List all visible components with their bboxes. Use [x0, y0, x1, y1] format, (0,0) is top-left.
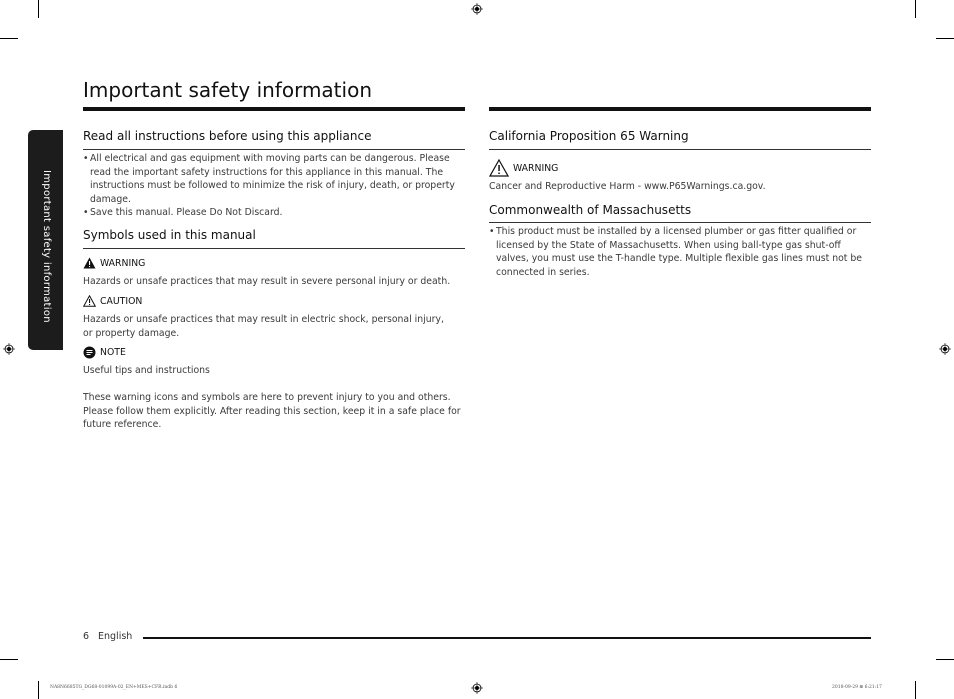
crop-mark [936, 659, 954, 660]
warning-label: WARNING [100, 257, 146, 269]
title-rule-right [489, 107, 871, 111]
side-tab [28, 130, 63, 350]
section-rule [83, 248, 465, 249]
footer-rule [143, 637, 871, 639]
massachusetts-list [489, 225, 871, 279]
section-heading-prop65: California Proposition 65 Warning [489, 129, 689, 143]
section-rule [489, 149, 871, 150]
file-info: NA8N6685TG_DG68-01099A-02_EN+MES+CFR.indb 6 [50, 685, 178, 690]
side-tab-label: Important safety information [40, 170, 52, 323]
crop-mark [915, 0, 916, 18]
warning-triangle-filled-icon [83, 257, 96, 269]
section-heading-massachusetts: Commonwealth of Massachusetts [489, 203, 692, 217]
warning-description: Hazards or unsafe practices that may result in severe personal injury or death. [83, 276, 451, 287]
note-label: NOTE [100, 347, 126, 358]
crop-mark [936, 38, 954, 39]
prop65-warning-label: WARNING [513, 162, 559, 174]
warning-label-row [83, 257, 145, 269]
section-rule [83, 149, 465, 150]
crop-mark [0, 659, 18, 660]
list-item: • Save this manual. Please Do Not Discard. [83, 206, 463, 220]
prop65-warning-row [489, 159, 558, 177]
note-icon [83, 346, 96, 359]
registration-mark-icon [939, 343, 951, 355]
title-rule-left [83, 107, 465, 111]
caution-label: CAUTION [100, 295, 143, 307]
section-heading-symbols: Symbols used in this manual [83, 228, 256, 242]
caution-description: Hazards or unsafe practices that may result in electric shock, personal injury, or property damage. [83, 314, 444, 339]
page-title: Important safety information [83, 78, 372, 102]
warning-triangle-outline-icon [489, 159, 509, 177]
registration-mark-icon [471, 682, 483, 694]
list-item: • This product must be installed by a licensed plumber or gas fitter qualified or licensed by the State of Massachusetts. When using ball-type gas shut-off valves, you must use the T-handle type. Multiple flexible gas lines must not be connected in series. [489, 225, 871, 279]
warning-triangle-outline-icon [83, 295, 96, 307]
crop-mark [38, 0, 39, 18]
crop-mark [38, 681, 39, 699]
note-label-row [83, 346, 126, 359]
prop65-text: Cancer and Reproductive Harm - www.P65Warnings.ca.gov. [489, 181, 766, 192]
note-description: Useful tips and instructions [83, 365, 210, 376]
crop-mark [0, 38, 18, 39]
crop-mark [915, 681, 916, 699]
caution-label-row [83, 295, 142, 307]
footer-language: English [98, 631, 133, 642]
section-heading-instructions: Read all instructions before using this appliance [83, 129, 372, 143]
list-item: • All electrical and gas equipment with moving parts can be dangerous. Please read the important safety instructions for this appliance in this manual. The instructions must be followed to minimize the risk of injury, death, or property damage. [83, 152, 463, 206]
instructions-list [83, 152, 463, 220]
print-timestamp: 2018-09-29 ⊞ 6:21:17 [832, 685, 882, 690]
section-rule [489, 222, 871, 223]
registration-mark-icon [471, 3, 483, 15]
page-number: 6 [83, 631, 90, 642]
symbols-closing-paragraph: These warning icons and symbols are here to prevent injury to you and others. Please follow them explicitly. After reading this section, keep it in a safe place for future reference. [83, 392, 461, 431]
registration-mark-icon [3, 343, 15, 355]
